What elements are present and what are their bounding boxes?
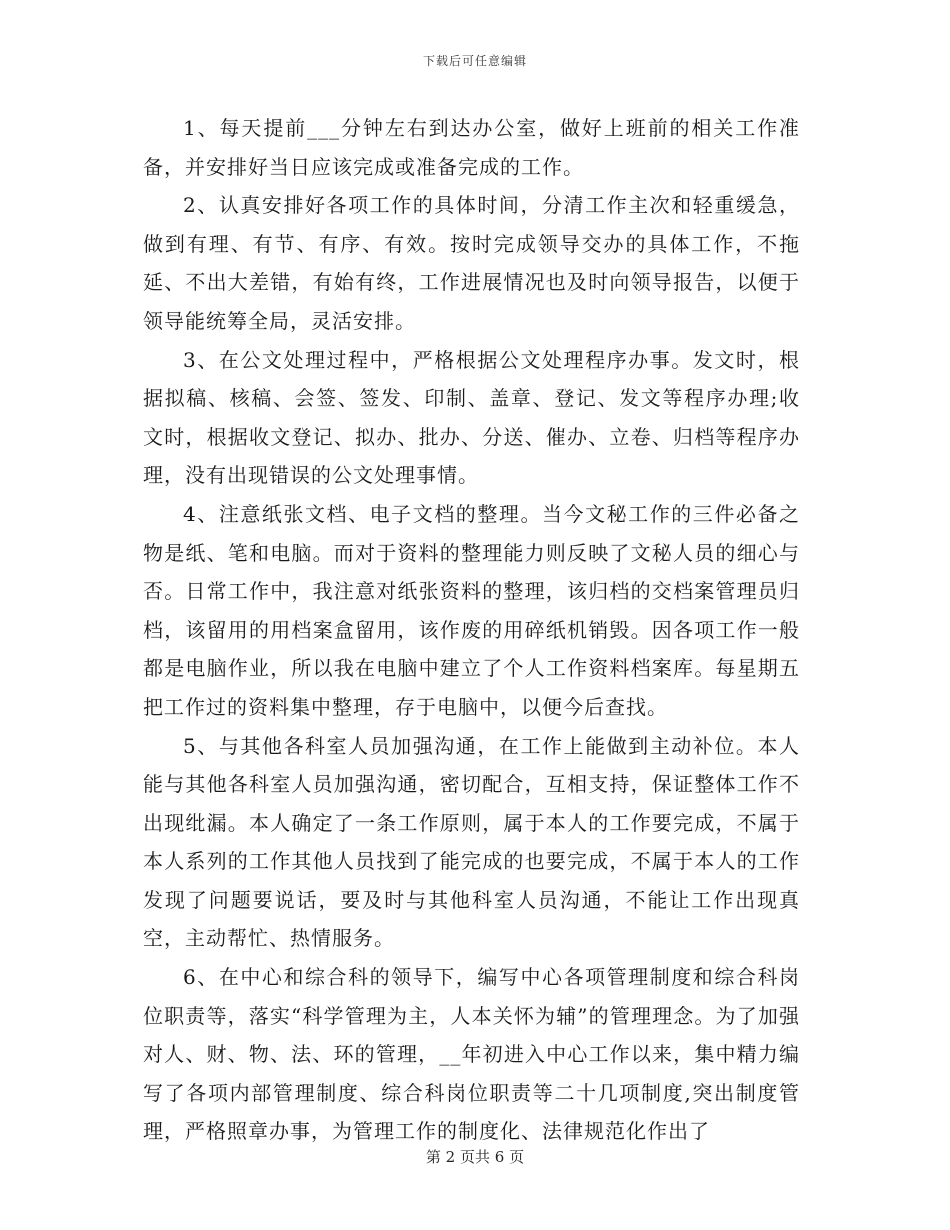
paragraph-1: 1、每天提前___分钟左右到达办公室，做好上班前的相关工作准备，并安排好当日应该完成或准备完成的工作。 xyxy=(143,116,800,179)
paragraph-2: 2、认真安排好各项工作的具体时间，分清工作主次和轻重缓急，做到有理、有节、有序、有效。按时完成领导交办的具体工作，不拖延、不出大差错，有始有终，工作进展情况也及时向领导报告，以便于领导能统筹全局，灵活安排。 xyxy=(143,193,800,333)
page-header-note: 下载后可任意编辑 xyxy=(422,54,527,68)
paragraph-5: 5、与其他各科室人员加强沟通，在工作上能做到主动补位。本人能与其他各科室人员加强沟通，密切配合，互相支持，保证整体工作不出现纰漏。本人确定了一条工作原则，属于本人的工作要完成，不属于本人系列的工作其他人员找到了能完成的也要完成，不属于本人的工作发现了问题要说话，要及时与其他科室人员沟通，不能让工作出现真空，主动帮忙、热情服务。 xyxy=(143,733,800,951)
paragraph-6: 6、在中心和综合科的领导下，编写中心各项管理制度和综合科岗位职责等，落实“科学管理为主，人本关怀为辅”的管理理念。为了加强对人、财、物、法、环的管理，__年初进入中心工作以来，集中精力编写了各项内部管理制度、综合科岗位职责等二十几项制度,突出制度管理，严格照章办事，为管理工作的制度化、法律规范化作出了 xyxy=(143,965,800,1144)
paragraph-3: 3、在公文处理过程中，严格根据公文处理程序办事。发文时，根据拟稿、核稿、会签、签发、印制、盖章、登记、发文等程序办理;收文时，根据收文登记、拟办、批办、分送、催办、立卷、归档等程序办理，没有出现错误的公文处理事情。 xyxy=(143,347,800,488)
document-body xyxy=(143,109,800,1151)
page-number: 第 2 页共 6 页 xyxy=(425,1148,525,1166)
paragraph-4: 4、注意纸张文档、电子文档的整理。当今文秘工作的三件必备之物是纸、笔和电脑。而对于资料的整理能力则反映了文秘人员的细心与否。日常工作中，我注意对纸张资料的整理，该归档的交档案管理员归档，该留用的用档案盒留用，该作废的用碎纸机销毁。因各项工作一般都是电脑作业，所以我在电脑中建立了个人工作资料档案库。每星期五把工作过的资料集中整理，存于电脑中，以便今后查找。 xyxy=(143,501,800,719)
